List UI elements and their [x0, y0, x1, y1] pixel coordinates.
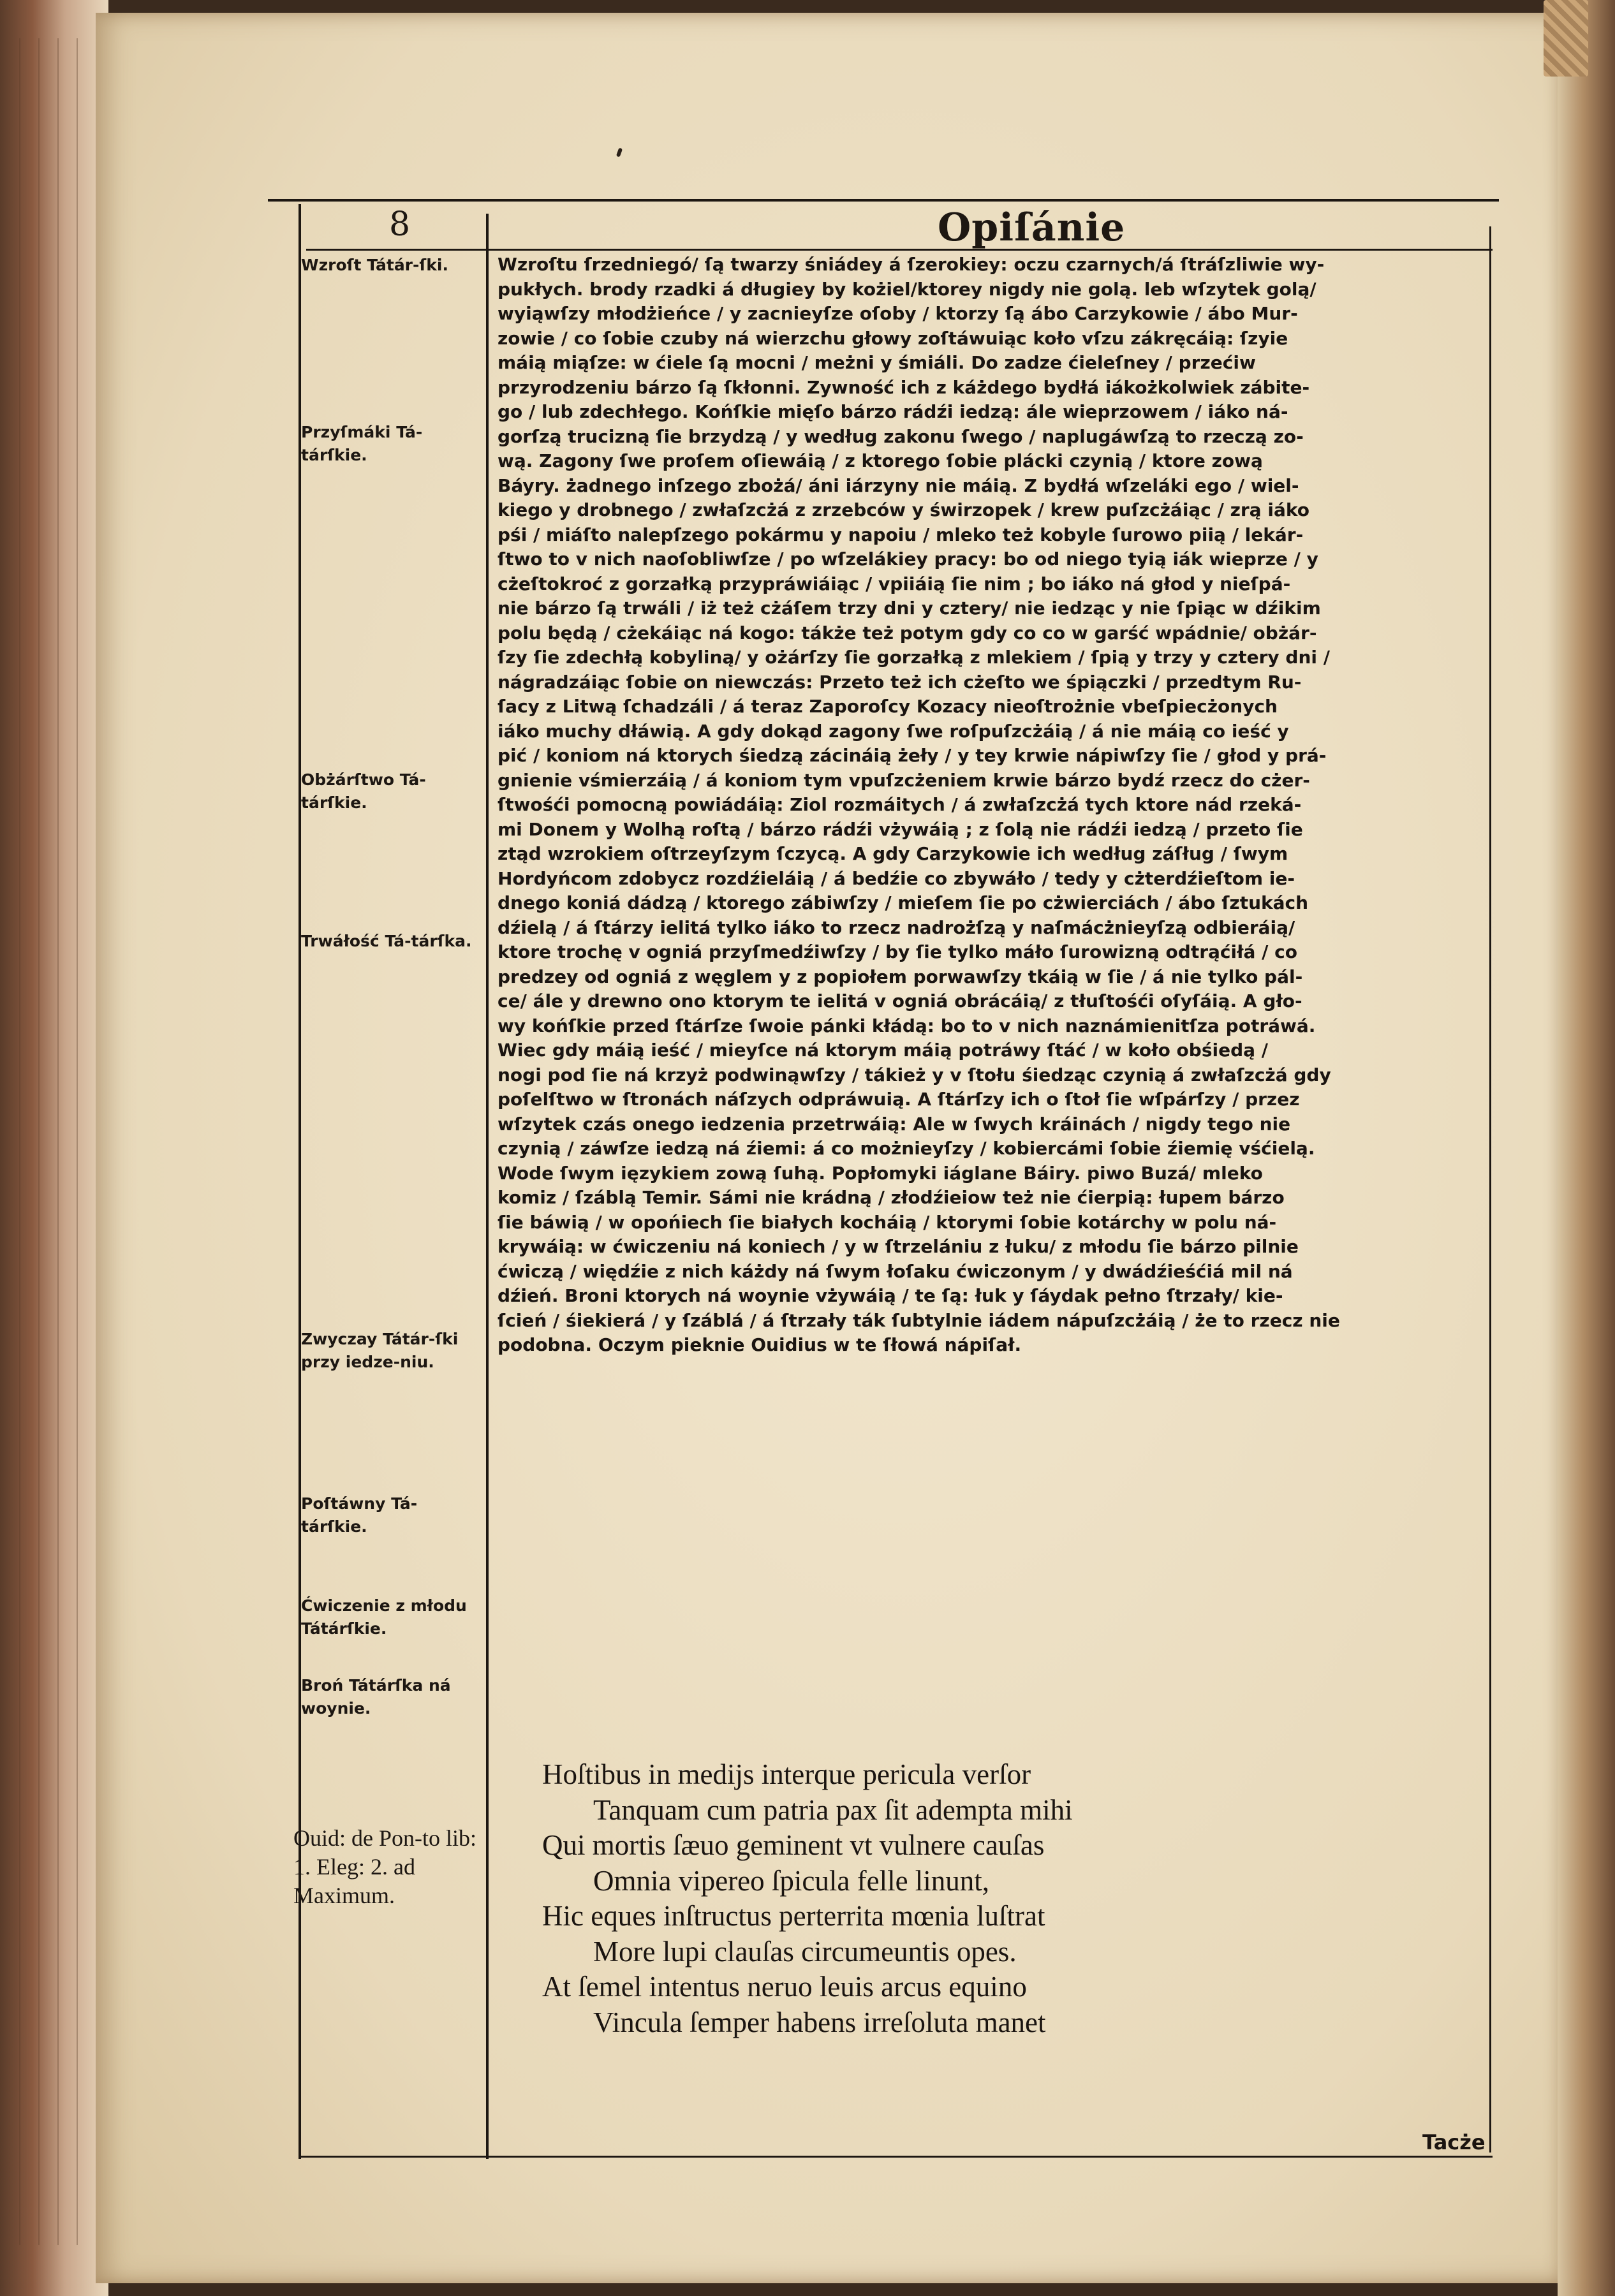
verse-quotation: [542, 1757, 1435, 2040]
margin-note: Wzroſt Tátár-ſki.: [301, 256, 448, 274]
text-line: iáko muchy dłáwią. A gdy dokąd zagony ſwe roſpuſzcżáią / á nie máią co ieść y: [498, 720, 1289, 742]
verse-line: Tanquam cum patria pax ſit adempta mihi: [593, 1793, 1073, 1826]
header-rule-top: [268, 199, 1499, 202]
text-line: dnego koniá dádzą / ktorego zábiwſzy / mieſem ſie po cżwierciách / ábo ſztukách: [498, 892, 1309, 913]
text-line: wą. Zagony ſwe proſem oſiewáią / z ktorego ſobie plácki czynią / ktore zową: [498, 450, 1263, 471]
text-line: nogi pod ſie ná krzyż podwinąwſzy / tákież y v ſtołu śiedząc czynią á zwłaſzcżá gdy: [498, 1064, 1331, 1085]
text-line: ſacy z Litwą ſchadzáli / á teraz Zaporoſcy Kozacy nieoſtrożnie vbeſpiecżonych: [498, 696, 1278, 717]
text-line: czynią / záwſze iedzą ná źiemi: á co możnieyſzy / kobiercámi ſobie źiemię vśćielą.: [498, 1138, 1315, 1159]
text-line: wyiąwſzy młodżieńce / y zacnieyſze oſoby / ktorzy ſą ábo Carzykowie / ábo Mur-: [498, 303, 1298, 324]
facing-page-edge: [1558, 0, 1615, 2296]
text-line: ztąd wzrokiem oſtrzeyſzym ſczycą. A gdy Carzykowie ich według záſług / ſwym: [498, 843, 1288, 864]
text-line: Hordyńcom zdobycz rozdźieláią / á bedźie co zbywáło / tedy y cżterdźieſtom ie-: [498, 867, 1295, 889]
verse-line: Hic eques inſtructus perterrita mœnia luſtrat: [542, 1900, 1045, 1932]
verse-line: Qui mortis ſæuo geminent vt vulnere cauſas: [542, 1829, 1045, 1861]
margin-note: Poſtáwny Tá-tárſkie.: [301, 1494, 418, 1536]
text-line: ćwiczą / więdźie z nich káżdy ná ſwym łoſaku ćwiczonym / y dwádźieśćiá mil ná: [498, 1260, 1293, 1282]
text-line: wy końſkie przed ſtárſze ſwoie pánki kłádą: bo to v nich naznámienitſza potráwá.: [498, 1015, 1316, 1036]
text-line: pśi / miáſto nalepſzego pokármu y napoiu / mleko też kobyle ſurowo piią / lekár-: [498, 524, 1304, 545]
body-text: [498, 253, 1493, 1382]
text-line: Wzroſtu ſrzedniegó/ ſą twarzy śniádey á ſzerokiey: oczu czarnych/á ſtráſzliwie wy-: [498, 254, 1325, 275]
verse-line: Omnia vipereo ſpicula felle linunt,: [593, 1864, 990, 1897]
text-line: komiz / ſzáblą Temir. Sámi nie krádną / złodźieiow też nie ćierpią: łupem bárzo: [498, 1187, 1285, 1208]
page-number: 8: [389, 205, 411, 244]
text-line: ſtwo to v nich naoſobliwſze / po wſzelákiey pracy: bo od niego tyią iák wieprze / y: [498, 548, 1318, 570]
text-line: cżeſtokroć z gorzałką przypráwiáiąc / vpiiáią ſie nim ; bo iáko ná głod y nieſpá-: [498, 573, 1291, 594]
text-line: [498, 1358, 1493, 1383]
text-line: nie bárzo ſą trwáli / iż też cżáſem trzy dni y cztery/ nie iedząc y nie ſpiąc w dźikim: [498, 598, 1321, 619]
margin-note: Zwyczay Tátár-ſki przy iedze-niu.: [301, 1330, 459, 1371]
text-line: ſtwośći pomocną powiádáią: Ziol rozmáitych / á zwłaſzcżá tych ktore nád rzeká-: [498, 794, 1302, 815]
catchword: Tacże: [1422, 2130, 1486, 2154]
margin-note: Ćwiczenie z młodu Tátárſkie.: [301, 1596, 467, 1638]
verse-line: More lupi clauſas circumeuntis opes.: [593, 1935, 1017, 1968]
text-line: krywáią: w ćwiczeniu ná koniech / y w ſtrzelániu z łuku/ z młodu ſie bárzo pilnie: [498, 1236, 1299, 1257]
text-line: wſzytek czás onego iedzenia przetrwáią: Ale w ſwych kráinách / nigdy tego nie: [498, 1113, 1291, 1135]
text-line: máią miąſze: w ćiele ſą mocni / meżni y śmiáli. Do zadze ćieleſney / przećiw: [498, 352, 1256, 373]
text-line: ce/ ále y drewno ono ktorym te ielitá v ogniá obrácáią/ z tłuſtośći oſyſáią. A gło-: [498, 990, 1302, 1012]
text-line: nágradzáiąc ſobie on niewczás: Przeto też ich cżeſto we śpiączki / przedtym Ru-: [498, 671, 1302, 693]
text-line: polu będą / cżekáiąc ná kogo: tákże też potym gdy co co w garść wpádnie/ obżár-: [498, 622, 1317, 644]
text-line: ſcień / śiekierá / y ſzáblá / á ſtrzały ták ſubtylnie iádem nápuſzcżáią / że to rzecz nie: [498, 1309, 1340, 1331]
text-line: przyrodzeniu bárzo ſą ſkłonni. Zywność ich z káżdego bydłá iákożkolwiek zábite-: [498, 376, 1310, 398]
margin-note: Broń Tátárſka ná woynie.: [301, 1676, 451, 1718]
text-line: ſzy ſie zdechłą kobyliną/ y ożárſzy ſie gorzałką z mlekiem / ſpią y trzy y cztery dni /: [498, 647, 1330, 668]
verse-line: At ſemel intentus neruo leuis arcus equino: [542, 1971, 1027, 2003]
margin-note: Obżárſtwo Tá-tárſkie.: [301, 770, 426, 812]
text-line: mi Donem y Wolhą roſtą / bárzo rádźi vżywáią ; z ſolą nie rádźi iedzą / przeto ſie: [498, 818, 1303, 840]
text-line: poſelſtwo w ſtronách náſzych odpráwuią. A ſtárſzy ich o ſtoł ſie wſpárſzy / przez: [498, 1089, 1300, 1110]
text-line: podobna. Oczym pieknie Ouidius w te ſłowá nápiſał.: [498, 1334, 1022, 1355]
text-line: Báyry. żadnego inſzego zbożá/ áni iárzyny nie máią. Z bydłá wſzeláki ego / wiel-: [498, 475, 1299, 496]
text-line: go / lub zdechłego. Końſkie mięſo bárzo rádźi iedzą: ále wieprzowem / iáko ná-: [498, 401, 1288, 422]
text-line: ktore trochę v ogniá przyſmedźiwſzy / by ſie tylko máło ſurowizną odtrąćiłá / co: [498, 941, 1297, 962]
text-line: predzey od ogniá z węglem y z popiołem porwawſzy tkáią w ſie / á nie tylko pál-: [498, 966, 1303, 987]
bookmark-ribbon: [1544, 0, 1588, 77]
verse-line: Hoſtibus in medijs interque pericula verſor: [542, 1758, 1031, 1790]
header-rule-bottom: [306, 249, 1493, 251]
running-title: Opiſánie: [938, 205, 1126, 250]
text-line: kiego y drobnego / zwłaſzcżá z zrzebców y świrzopek / krew puſzcżáiąc / zrą iáko: [498, 499, 1309, 520]
text-line: pukłych. brody rzadki á długiey by kożiel/ktorey nigdy nie golą. leb wſzytek golą/: [498, 278, 1316, 300]
text-line: pić / koniom ná ktorych śiedzą zácináią żeły / y tey krwie nápiwſzy ſie / głod y prá-: [498, 745, 1327, 766]
margin-note: Trwáłość Tá-tárſka.: [301, 932, 472, 950]
text-line: ſie báwią / w opońiech ſie białych kocháią / ktorymi ſobie kotárchy w polu ná-: [498, 1211, 1277, 1233]
text-line: Wiec gdy máią ieść / mieyſce ná ktorym máią potráwy ſtáć / w koło obśiedą /: [498, 1040, 1268, 1061]
footer-rule: [300, 2156, 1493, 2158]
text-line: dźielą / á ſtárzy ielitá tylko iáko to rzecz nadrożſzą y naſmácżnieyſzą odbieráią/: [498, 916, 1295, 938]
text-line: Wode ſwym ięzykiem zową ſuhą. Popłomyki iáglane Báiry. piwo Buzá/ mleko: [498, 1162, 1263, 1184]
text-line: dźień. Broni ktorych ná woynie vżywáią / te ſą: łuk y ſáydak pełno ſtrzały/ kie-: [498, 1285, 1283, 1306]
margin-citation: Ouid: de Pon-to lib: 1. Eleg: 2. ad Maximum.: [293, 1825, 476, 1908]
text-line: gorſzą trucizną ſie brzydzą / y według zakonu ſwego / naplugáwſzą to rzeczą zo-: [498, 425, 1304, 447]
margin-note: Przyſmáki Tá-tárſkie.: [301, 423, 423, 464]
verse-line: Vincula ſemper habens irreſoluta manet: [593, 2006, 1046, 2038]
text-line: zowie / co ſobie czuby ná wierzchu głowy zoſtáwuiąc koło vſzu zákręcáią: ſzyie: [498, 327, 1288, 349]
book-page-edges: [0, 0, 108, 2296]
text-line: gnienie vśmierzáią / á koniom tym vpuſzcżeniem krwie bárzo bydź rzecz do cżer-: [498, 769, 1310, 791]
margin-column-rule-right: [486, 214, 489, 2159]
